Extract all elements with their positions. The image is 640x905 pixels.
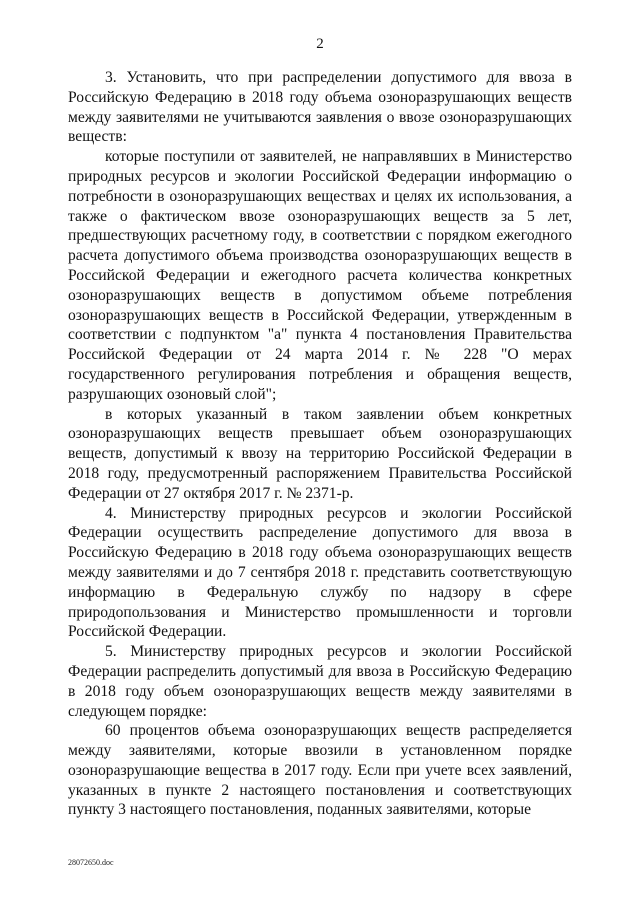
document-file-code: 28072650.doc [68, 858, 114, 867]
paragraph-clause-3-item-1: которые поступили от заявителей, не направлявших в Министерство природных ресурсов и экологии Российской Федерации информацию о потребности в озоноразрушающих веществах и целях их использования, а также о фактическом ввозе озоноразрушающих веществ за 5 лет, предшествующих расчетному году, в соответствии с порядком ежегодного расчета допустимого объема производства озоноразрушающих веществ в Российской Федерации и ежегодного расчета количества конкретных озоноразрушающих веществ в допустимом объеме потребления озоноразрушающих веществ в Российской Федерации, утвержденным в соответствии с подпунктом "а" пункта 4 постановления Правительства Российской Федерации от 24 марта 2014 г. № 228 "О мерах государственного регулирования потребления и обращения веществ, разрушающих озоновый слой"; [68, 148, 572, 403]
paragraph-clause-4: 4. Министерству природных ресурсов и экологии Российской Федерации осуществить распределение допустимого для ввоза в Российскую Федерацию в 2018 году объема озоноразрушающих веществ между заявителями и до 7 сентября 2018 г. представить соответствующую информацию в Федеральную службу по надзору в сфере природопользования и Министерство промышленности и торговли Российской Федерации. [68, 504, 572, 641]
page-number: 2 [316, 36, 324, 52]
paragraph-clause-5: 5. Министерству природных ресурсов и экологии Российской Федерации распределить допустимый для ввоза в Российскую Федерацию в 2018 году объем озоноразрушающих веществ между заявителями в следующем порядке: [68, 643, 572, 720]
paragraph-clause-3-item-2: в которых указанный в таком заявлении объем конкретных озоноразрушающих веществ превышает объем озоноразрушающих веществ, допустимый к ввозу на территорию Российской Федерации в 2018 году, предусмотренный распоряжением Правительства Российской Федерации от 27 октября 2017 г. № 2371-р. [68, 405, 572, 502]
document-body [68, 68, 572, 820]
paragraph-clause-3: 3. Установить, что при распределении допустимого для ввоза в Российскую Федерацию в 2018 году объема озоноразрушающих веществ между заявителями не учитываются заявления о ввозе озоноразрушающих веществ: [68, 69, 572, 146]
paragraph-clause-5-item-1: 60 процентов объема озоноразрушающих веществ распределяется между заявителями, которые ввозили в установленном порядке озоноразрушающие вещества в 2017 году. Если при учете всех заявлений, указанных в пункте 2 настоящего постановления и соответствующих пункту 3 настоящего постановления, поданных заявителями, которые [68, 722, 572, 819]
